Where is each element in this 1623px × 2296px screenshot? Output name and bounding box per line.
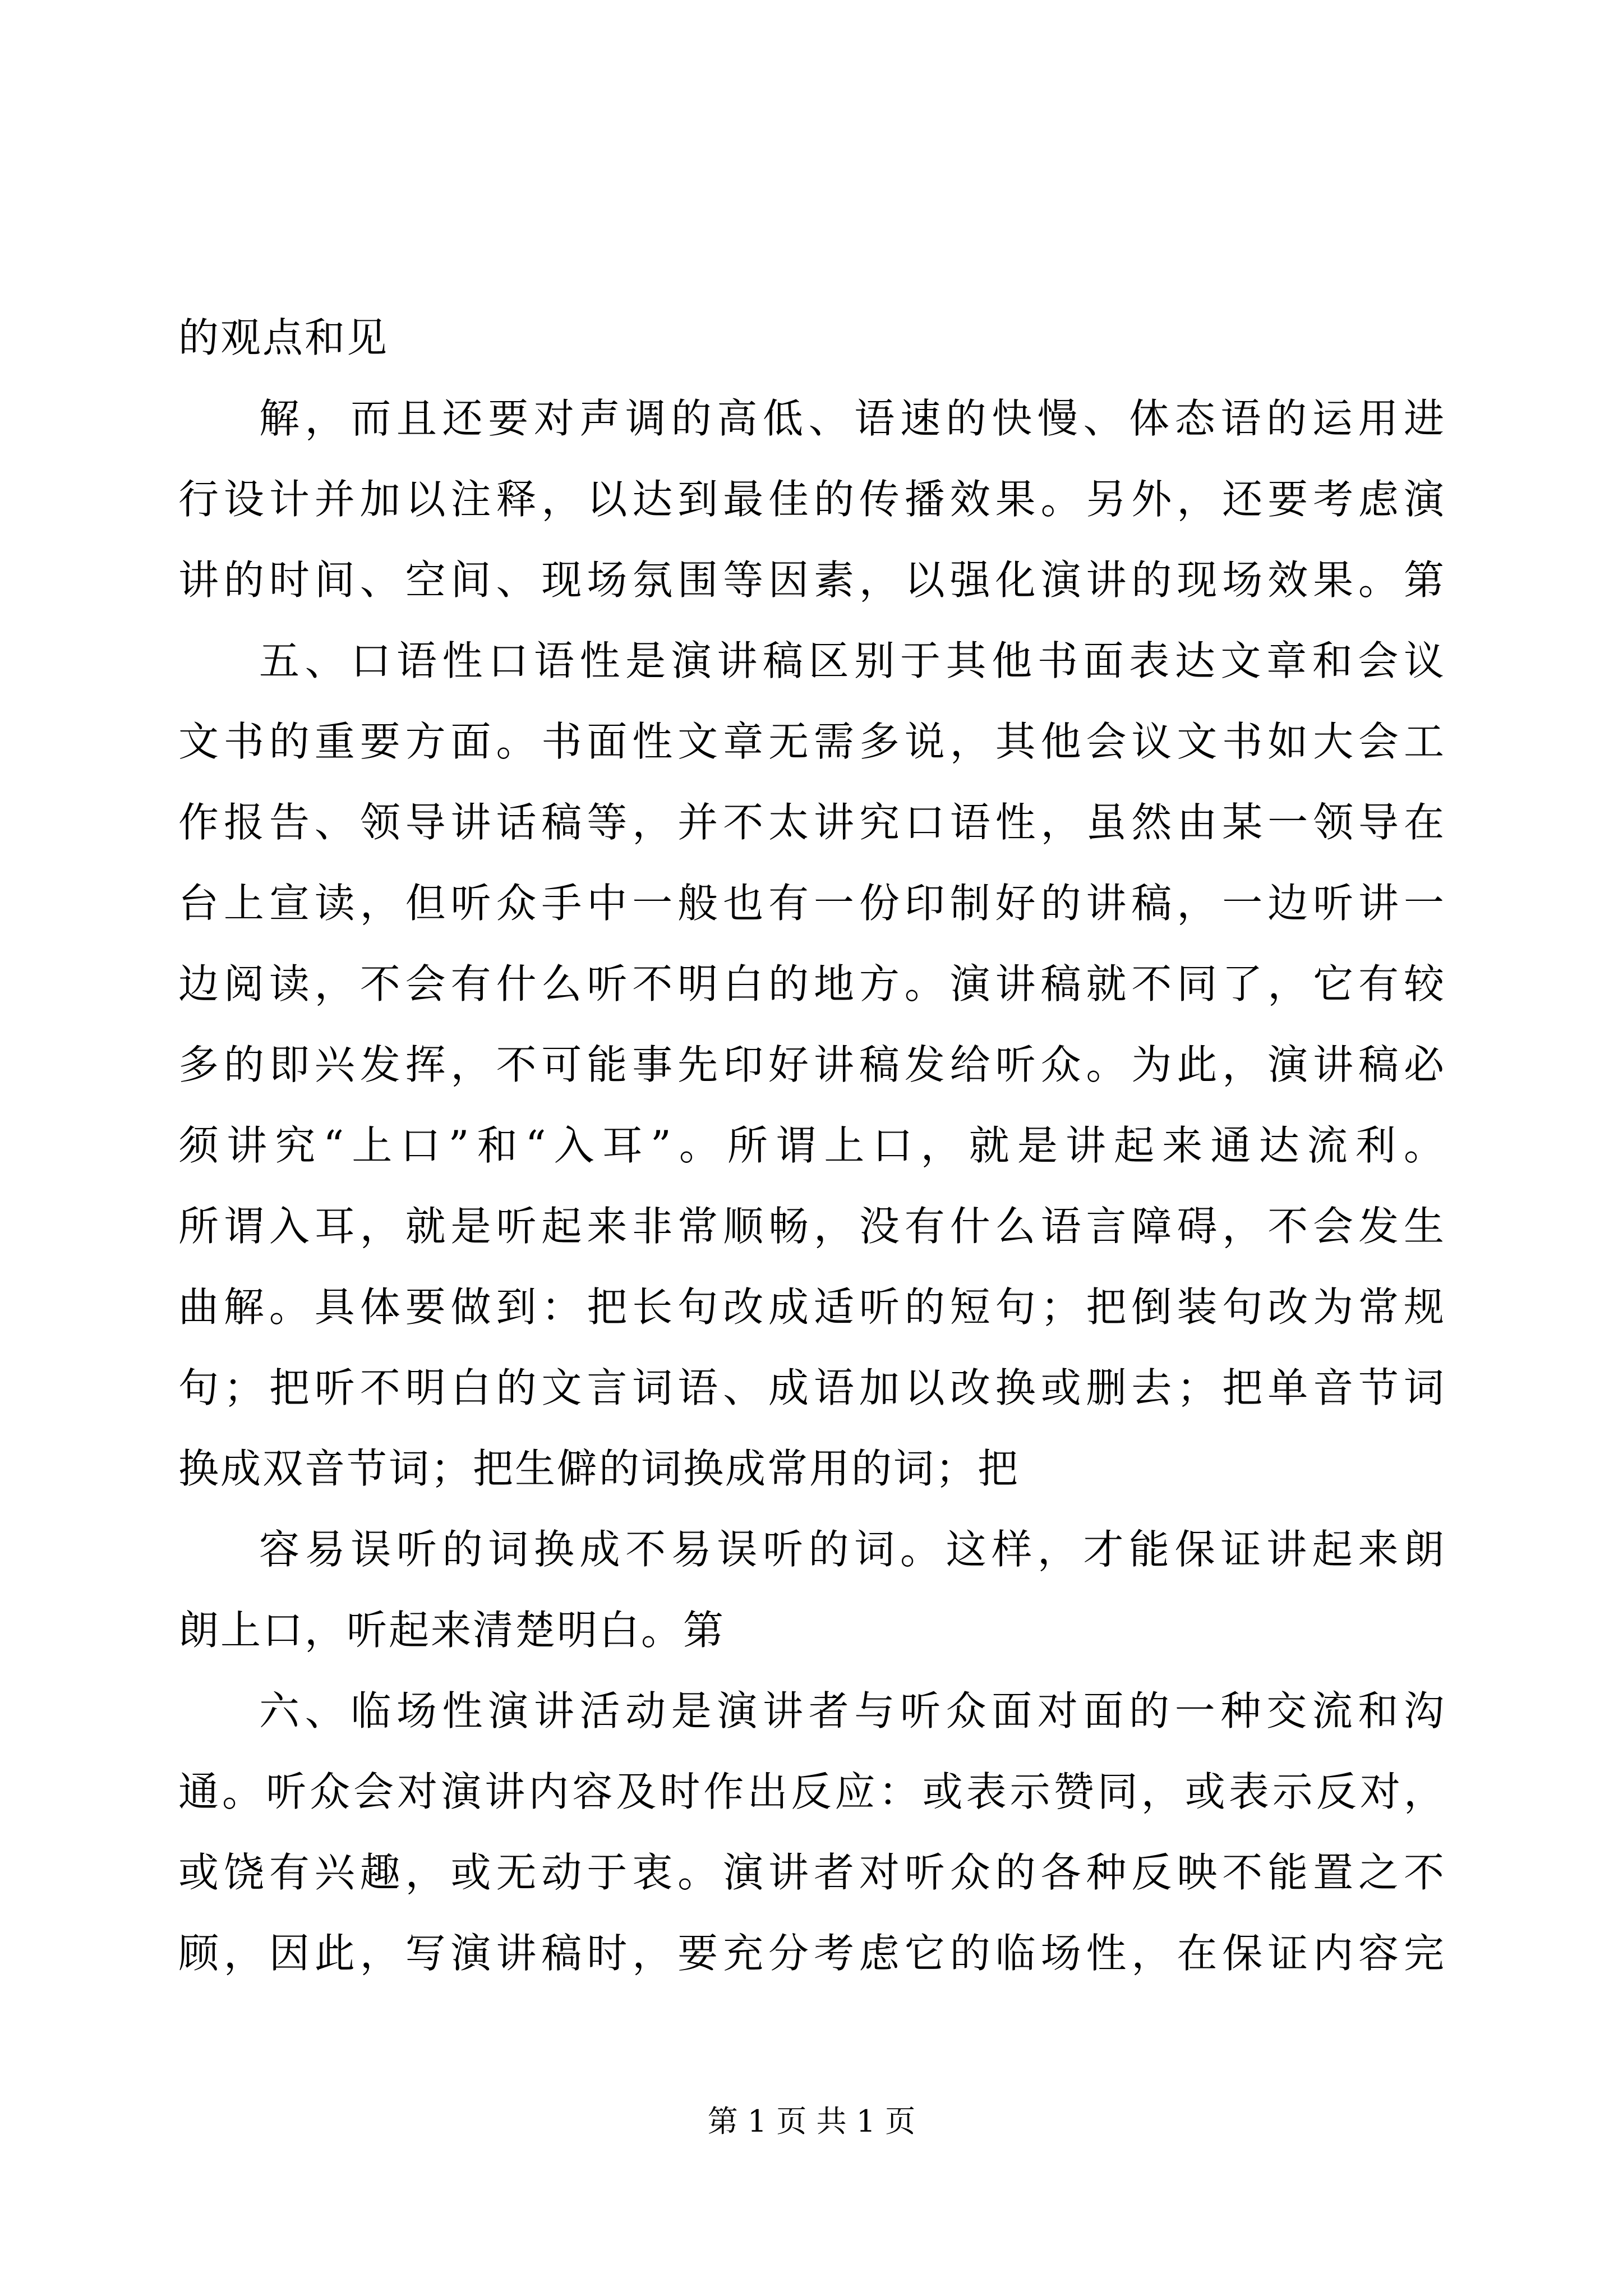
paragraph-line: 须讲究“上口”和“入耳”。所谓上口，就是讲起来通达流利。 xyxy=(178,1122,1446,1169)
paragraph-line: 或饶有兴趣，或无动于衷。演讲者对听众的各种反映不能置之不 xyxy=(178,1849,1446,1896)
paragraph-line: 通。听众会对演讲内容及时作出反应：或表示赞同，或表示反对， xyxy=(178,1768,1446,1815)
paragraph-line: 作报告、领导讲话稿等，并不太讲究口语性，虽然由某一领导在 xyxy=(178,799,1446,846)
paragraph-line: 六、临场性演讲活动是演讲者与听众面对面的一种交流和沟 xyxy=(259,1687,1446,1734)
paragraph-line: 五、口语性口语性是演讲稿区别于其他书面表达文章和会议 xyxy=(259,637,1446,684)
paragraph-line: 顾，因此，写演讲稿时，要充分考虑它的临场性，在保证内容完 xyxy=(178,1930,1446,1977)
page-number-footer: 第 1 页 共 1 页 xyxy=(707,2104,916,2139)
paragraph-line: 行设计并加以注释，以达到最佳的传播效果。另外，还要考虑演 xyxy=(178,476,1446,523)
paragraph-line: 朗上口，听起来清楚明白。第 xyxy=(178,1607,726,1654)
paragraph-line: 的观点和见 xyxy=(178,314,389,361)
paragraph-line: 文书的重要方面。书面性文章无需多说，其他会议文书如大会工 xyxy=(178,718,1446,765)
paragraph-line: 容易误听的词换成不易误听的词。这样，才能保证讲起来朗 xyxy=(259,1526,1446,1573)
paragraph-line: 换成双音节词；把生僻的词换成常用的词；把 xyxy=(178,1445,1020,1492)
paragraph-line: 所谓入耳，就是听起来非常顺畅，没有什么语言障碍，不会发生 xyxy=(178,1203,1446,1250)
paragraph-line: 解，而且还要对声调的高低、语速的快慢、体态语的运用进 xyxy=(259,395,1446,442)
paragraph-line: 曲解。具体要做到：把长句改成适听的短句；把倒装句改为常规 xyxy=(178,1283,1446,1331)
paragraph-line: 边阅读，不会有什么听不明白的地方。演讲稿就不同了，它有较 xyxy=(178,960,1446,1007)
paragraph-line: 台上宣读，但听众手中一般也有一份印制好的讲稿，一边听讲一 xyxy=(178,880,1446,927)
paragraph-line: 句；把听不明白的文言词语、成语加以改换或删去；把单音节词 xyxy=(178,1364,1446,1411)
paragraph-line: 讲的时间、空间、现场氛围等因素，以强化演讲的现场效果。第 xyxy=(178,556,1446,604)
paragraph-line: 多的即兴发挥，不可能事先印好讲稿发给听众。为此，演讲稿必 xyxy=(178,1041,1446,1088)
